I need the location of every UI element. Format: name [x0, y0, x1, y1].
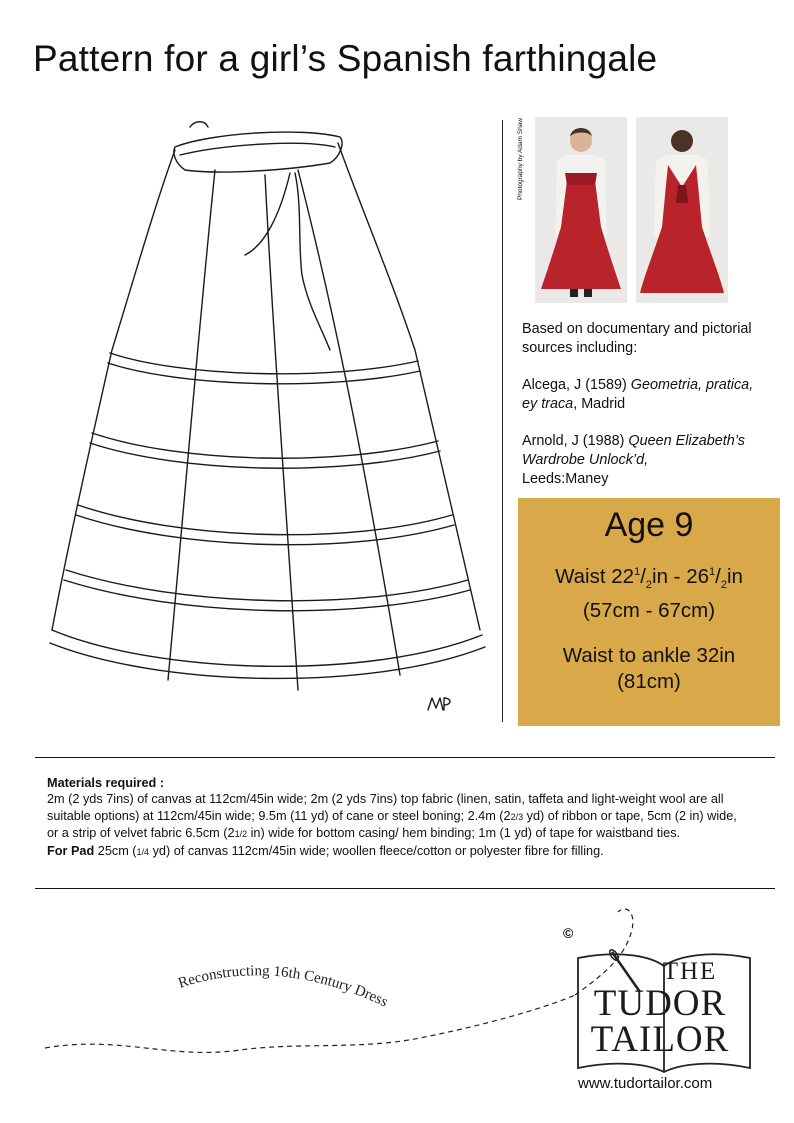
waist-measurement: Waist $22^1/_2in - 26^1/_2in$	[555, 564, 743, 591]
waist-to-ankle: Waist to ankle 32in	[562, 643, 736, 667]
signature-mark	[428, 698, 450, 710]
materials-section: Materials required : 2m (2 yds 7ins) of canvas at 112cm/45in wide; 2m (2 yds 7ins) top fabric (linen, satin, taffeta and light-weight wool are all suitable options) at 112cm/45in wide; 9.5m (11 yd) of cane or steel boning; 2.4m (22/3 yd) of ribbon or tape, 5cm (2 in) wide, or a strip of velvet fabric 6.5cm (21/2 in) wide for bottom casing/ hem binding; 1m (1 yd) of tape for waistband ties. For Pad 25cm (1/4 yd) of canvas 112cm/45in wide; woollen fleece/cotton or polyester fibre for filling.	[47, 776, 737, 858]
farthingale-illustration	[40, 115, 495, 720]
hoop-1	[108, 353, 420, 384]
photo-front	[535, 117, 627, 303]
logo-wordmark: THE TUDOR TAILOR	[590, 958, 730, 1060]
source-alcega: Alcega, J (1589) Geometria, pratica, ey traca, Madrid	[522, 377, 754, 412]
photo-back	[636, 117, 728, 303]
materials-heading: Materials required :	[47, 776, 165, 790]
divider-vertical	[502, 120, 503, 722]
hoop-2	[90, 433, 440, 468]
website-link[interactable]: www.tudortailor.com	[578, 1075, 713, 1092]
sources-intro: Based on documentary and pictorial sources including:	[522, 321, 752, 356]
hem-hoop	[50, 630, 485, 678]
divider-bottom	[35, 888, 775, 889]
hoop-3	[76, 505, 454, 545]
sources-list	[522, 320, 767, 507]
size-box	[518, 498, 780, 726]
length-metric: (81cm)	[617, 669, 681, 693]
hoop-4	[64, 570, 470, 611]
signature: MP	[420, 715, 422, 716]
waist-metric: (57cm - 67cm)	[582, 598, 716, 622]
waistband	[174, 132, 342, 172]
pad-label: For Pad	[47, 843, 95, 858]
tagline: Reconstructing 16th Century Dress	[176, 963, 391, 1011]
copyright-symbol: ©	[563, 925, 574, 941]
waist-tie	[190, 122, 330, 350]
age-label: Age 9	[604, 506, 694, 544]
page-title: Pattern for a girl’s Spanish farthingale	[33, 38, 658, 79]
photo-credit: Photography by Adam Shaw	[517, 118, 524, 201]
divider-top	[35, 757, 775, 758]
source-arnold: Arnold, J (1988) Queen Elizabeth’s Wardrobe Unlock’d, Leeds:Maney	[522, 433, 745, 487]
